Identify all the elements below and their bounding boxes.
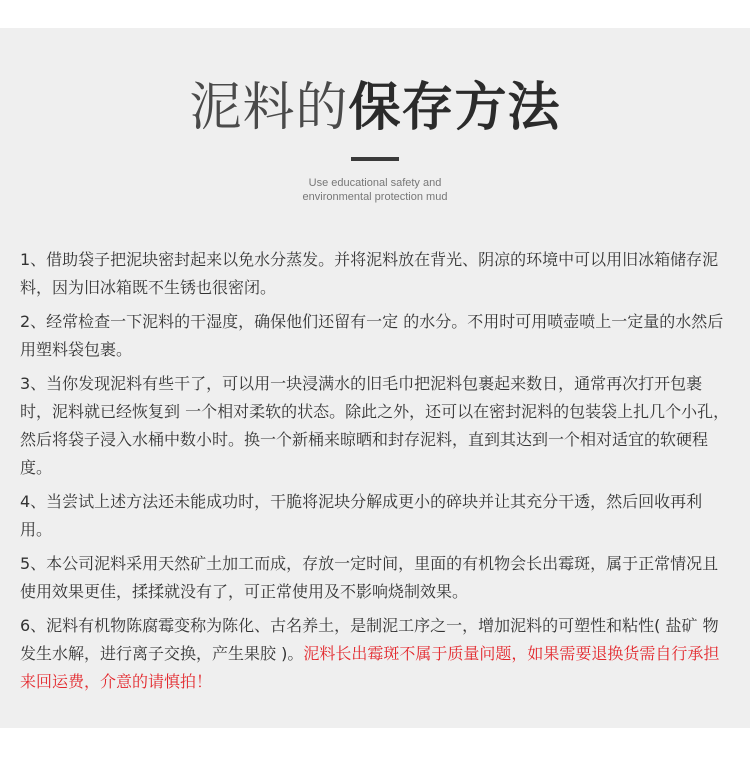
instruction-item-6 [20, 612, 732, 696]
instruction-item-1: 1、借助袋子把泥块密封起来以免水分蒸发。并将泥料放在背光、阴凉的环境中可以用旧冰箱储存泥料，因为旧冰箱既不生锈也很密闭。 [20, 250, 719, 297]
instructions-body [20, 246, 732, 702]
instruction-item-6-text: 6、泥料有机物陈腐霉变称为陈化、古名养土，是制泥工序之一，增加泥料的可塑性和粘性( 盐矿 物发生水解，进行离子交换，产生果胶 )。 [20, 616, 719, 663]
page-subtitle [0, 176, 750, 204]
instruction-item-3: 3、当你发现泥料有些干了，可以用一块浸满水的旧毛巾把泥料包裹起来数日，通常再次打开包裹时，泥料就已经恢复到 一个相对柔软的状态。除此之外，还可以在密封泥料的包装袋上扎几个小孔，然后将袋子浸入水桶中数小时。换一个新桶来晾晒和封存泥料，直到其达到一个相对适宜的软硬程度。 [20, 374, 730, 477]
warning-text: 泥料长出霉斑不属于质量问题，如果需要退换货需自行承担来回运费，介意的请慎拍！ [20, 644, 720, 691]
subtitle-line-1: Use educational safety and [308, 177, 442, 189]
title-light: 泥料的 [189, 78, 349, 138]
instruction-item-5: 5、本公司泥料采用天然矿土加工而成，存放一定时间，里面的有机物会长出霉斑，属于正常情况且使用效果更佳，揉揉就没有了，可正常使用及不影响烧制效果。 [20, 554, 719, 601]
instruction-item-2: 2、经常检查一下泥料的干湿度，确保他们还留有一定 的水分。不用时可用喷壶喷上一定量的水然后用塑料袋包裹。 [20, 312, 724, 359]
title-bold: 保存方法 [348, 78, 561, 138]
title-divider [351, 157, 399, 161]
page-title [0, 78, 750, 138]
subtitle-line-2: environmental protection mud [302, 191, 448, 203]
instruction-item-4: 4、当尝试上述方法还未能成功时，干脆将泥块分解成更小的碎块并让其充分干透，然后回收再利用。 [20, 492, 703, 539]
